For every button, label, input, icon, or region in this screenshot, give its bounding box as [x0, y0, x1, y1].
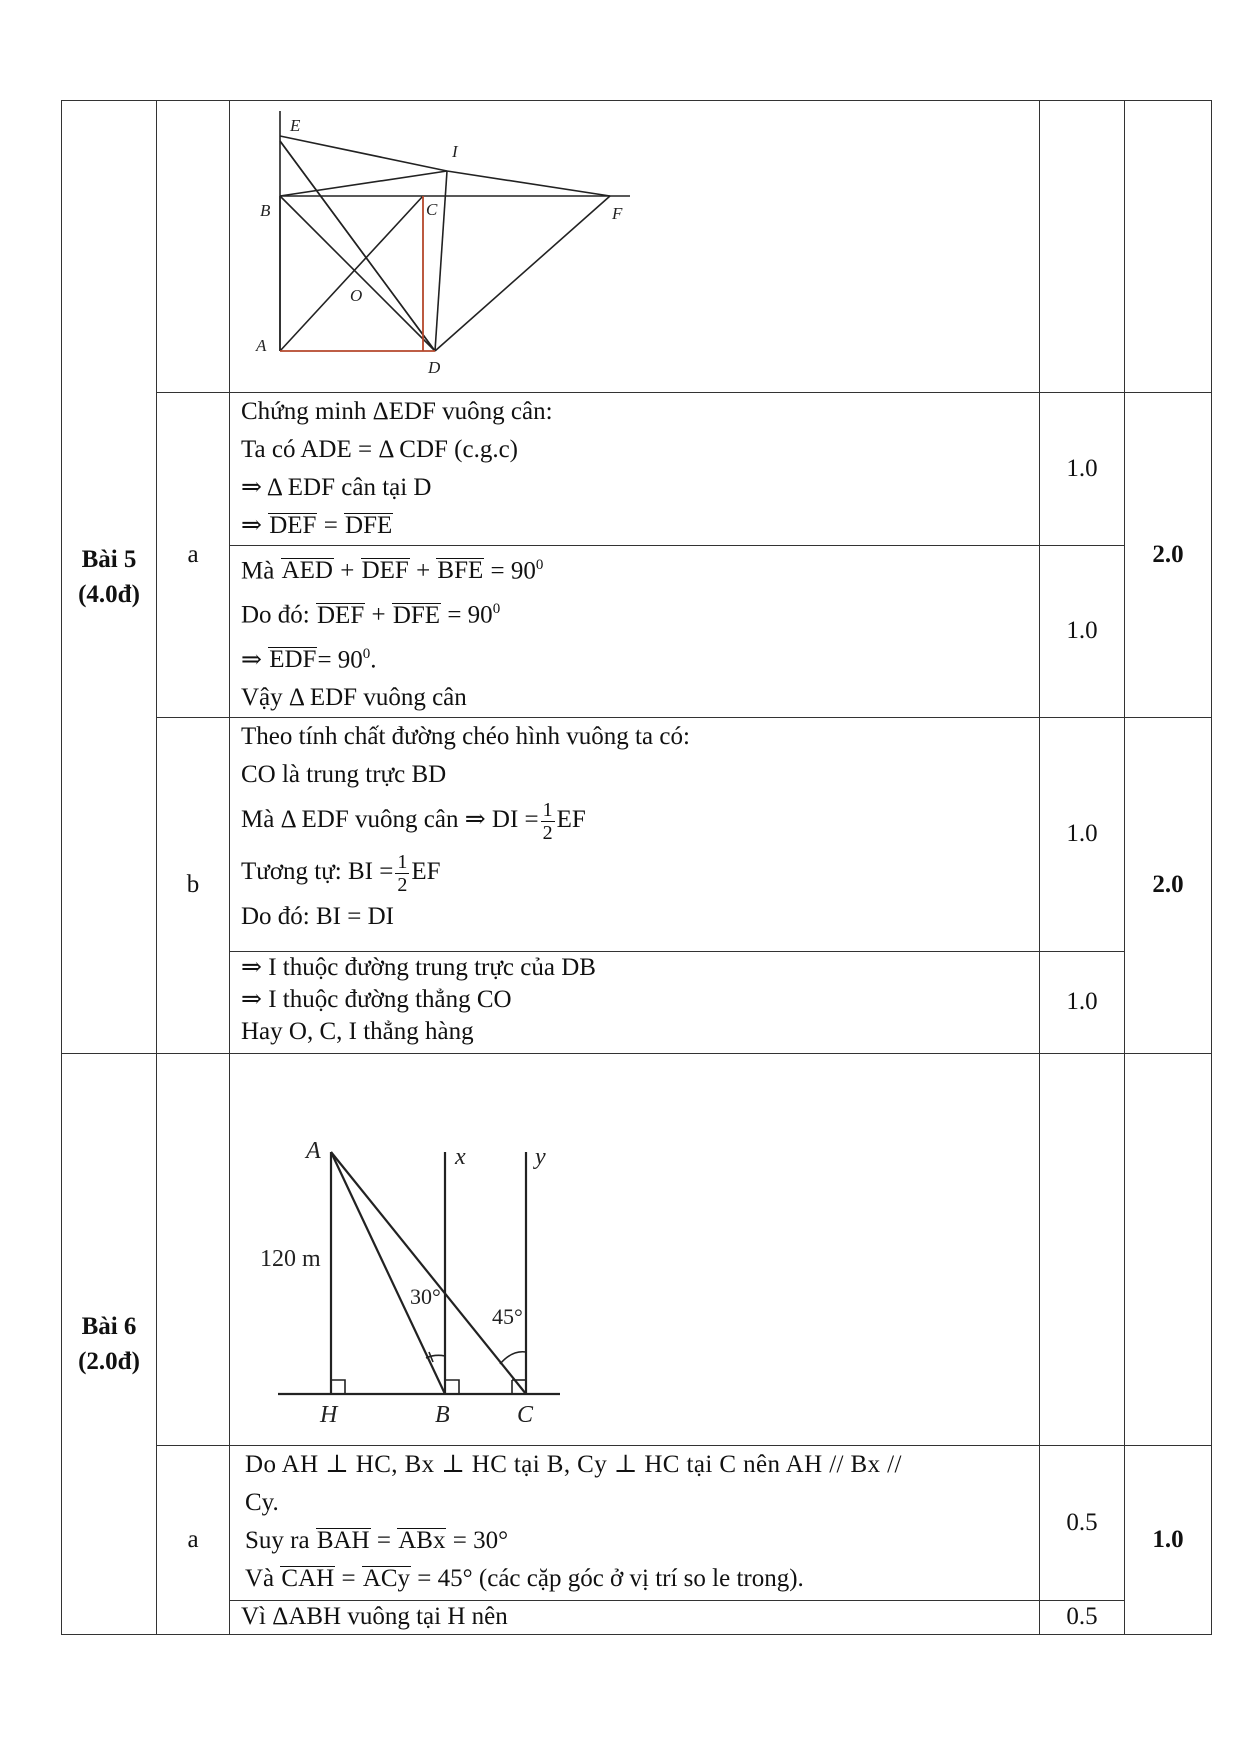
bai5-a-block1 — [230, 393, 1040, 546]
bai6-a-line: Cy. — [245, 1488, 279, 1516]
bai5-a-angle-line: ⇒ DEF = DFE — [241, 512, 393, 539]
bai5-b-line: Do đó: BI = DI — [241, 902, 394, 930]
bai6-figure-cell — [230, 1053, 1040, 1445]
bai6-a-total: 1.0 — [1125, 1445, 1212, 1634]
bai5-b-total: 2.0 — [1125, 717, 1212, 1053]
label-C: C — [517, 1401, 534, 1428]
bai6-a-line: Vì ΔABH vuông tại H nên — [241, 1602, 508, 1630]
bai6-a-angle-line: Suy ra BAH = ABx = 30° — [245, 1526, 509, 1554]
bai5-a-block2-score: 1.0 — [1040, 546, 1125, 718]
bai6-figure-total-cell — [1125, 1053, 1212, 1445]
bai5-b-line: Theo tính chất đường chéo hình vuông ta có: — [241, 722, 690, 750]
bai5-b-block1 — [230, 717, 1040, 951]
bai5-b-block2-score: 1.0 — [1040, 951, 1125, 1053]
bai5-b-line: Hay O, C, I thẳng hàng — [241, 1017, 474, 1045]
bai5-a-line: Vậy Δ EDF vuông cân — [241, 683, 467, 711]
label-B: B — [435, 1401, 450, 1428]
bai6-figure-part-cell — [157, 1053, 230, 1445]
label-I: I — [452, 142, 458, 161]
angle-30-label: 30° — [410, 1283, 441, 1309]
height-label: 120 m — [260, 1245, 321, 1272]
bai5-a-block2 — [230, 546, 1040, 718]
bai5-title: Bài 5 — [81, 545, 137, 573]
bai5-b-block2 — [230, 951, 1040, 1053]
bai5-a-line: Chứng minh ΔEDF vuông cân: — [241, 398, 553, 425]
fraction: $\frac{1}{2}$ — [397, 850, 408, 896]
bai5-a-angle-edf: ⇒ $EDF= 90^0$. — [241, 645, 377, 673]
bai5-b-block1-score: 1.0 — [1040, 717, 1125, 951]
bai5-figure-total-cell — [1125, 101, 1212, 393]
bai6-a-block2-score: 0.5 — [1040, 1600, 1125, 1634]
bai5-b-line: CO là trung trực BD — [241, 760, 447, 788]
bai6-tower-figure — [230, 1054, 650, 1444]
label-H: H — [320, 1401, 338, 1428]
bai5-a-line: ⇒ Δ EDF cân tại D — [241, 474, 432, 501]
bai5-square-figure — [230, 101, 650, 391]
bai5-a-angle-sum2: Do đó: DEF + DFE = $90^0$ — [241, 601, 501, 629]
bai5-a-line: Ta có ADE = Δ CDF (c.g.c) — [241, 436, 518, 463]
bai5-figure-part-cell — [157, 101, 230, 393]
bai6-a-block1 — [230, 1445, 1040, 1600]
bai5-label-cell — [62, 101, 157, 1054]
bai5-a-angle-sum: Mà AED + DEF + BFE = $90^0$ — [241, 557, 544, 585]
label-A: A — [256, 336, 267, 355]
angle-45-label: 45° — [492, 1303, 523, 1329]
label-C: C — [426, 200, 438, 219]
label-O: O — [350, 286, 363, 305]
bai6-label-cell — [62, 1053, 157, 1634]
label-E: E — [290, 116, 301, 135]
label-A: A — [306, 1137, 321, 1164]
bai5-b-line: ⇒ I thuộc đường trung trực của DB — [241, 953, 596, 981]
fraction: $\frac{1}{2}$ — [542, 798, 553, 844]
label-x: x — [455, 1143, 466, 1170]
bai6-figure-score-cell — [1040, 1053, 1125, 1445]
bai5-part-b-label: b — [157, 717, 230, 1053]
label-F: F — [612, 204, 623, 223]
bai6-points: (2.0đ) — [78, 1347, 140, 1375]
label-y: y — [535, 1143, 546, 1170]
bai5-a-block1-score: 1.0 — [1040, 393, 1125, 546]
bai6-title: Bài 6 — [81, 1312, 137, 1340]
bai5-b-frac-line: Tương tự: BI = $\frac{1}{2}$ EF — [241, 850, 441, 896]
label-D: D — [428, 358, 441, 377]
bai5-figure-cell — [230, 101, 1040, 393]
bai6-part-a-label: a — [157, 1445, 230, 1634]
answer-table — [61, 100, 1212, 1635]
bai5-figure-score-cell — [1040, 101, 1125, 393]
bai5-a-total: 2.0 — [1125, 393, 1212, 718]
bai6-a-line: Do AH ⊥ HC, Bx ⊥ HC tại B, Cy ⊥ HC tại C nên AH // Bx // — [245, 1450, 902, 1478]
bai6-a-angle-line: Và CAH = ACy = 45° (các cặp góc ở vị trí so le trong). — [245, 1564, 804, 1592]
bai6-a-block2 — [230, 1600, 1040, 1634]
bai5-b-line: ⇒ I thuộc đường thẳng CO — [241, 985, 512, 1013]
bai5-b-frac-line: Mà Δ EDF vuông cân ⇒ DI = $\frac{1}{2}$ EF — [241, 798, 586, 844]
bai5-points: (4.0đ) — [78, 580, 140, 608]
bai5-part-a-label: a — [157, 393, 230, 718]
bai6-a-block1-score: 0.5 — [1040, 1445, 1125, 1600]
label-B: B — [260, 201, 271, 220]
